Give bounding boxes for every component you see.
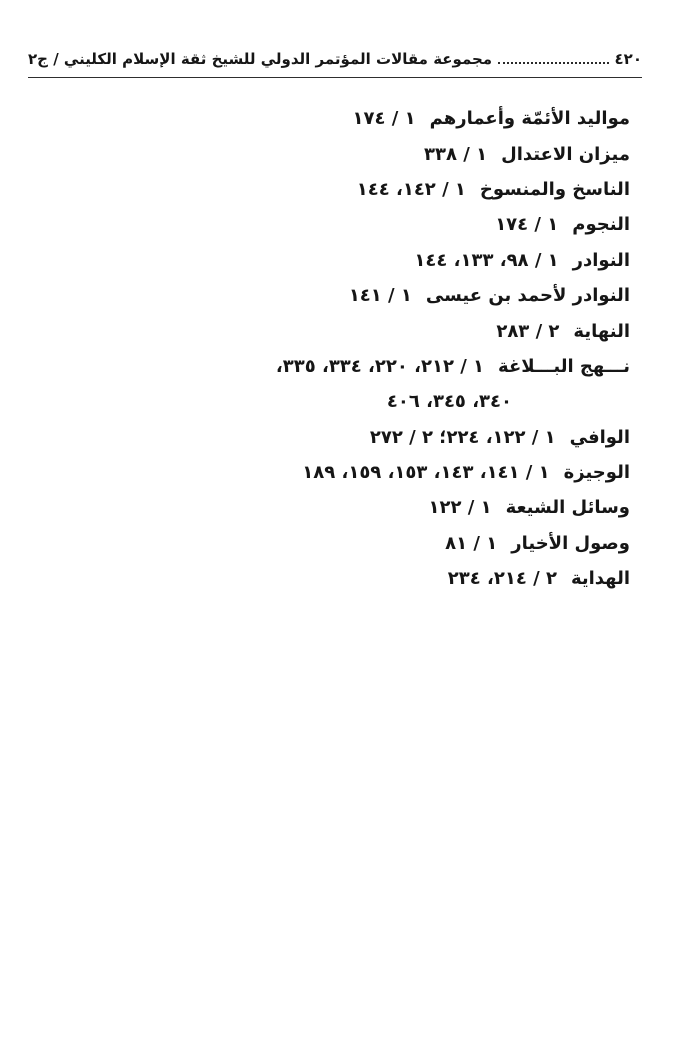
entry-title: نـــهج البـــلاغة <box>498 355 630 377</box>
index-entry <box>40 243 630 278</box>
index-entry <box>40 136 630 171</box>
entry-refs: ١ / ١٧٤ <box>352 108 416 130</box>
entry-refs: ١ / ٩٨، ١٣٣، ١٤٤ <box>414 249 559 271</box>
index-entry <box>40 172 630 207</box>
entry-refs: ١ / ١٤١، ١٤٣، ١٥٣، ١٥٩، ١٨٩ <box>302 462 550 484</box>
index-entry <box>40 490 630 525</box>
entry-title: النوادر <box>572 249 630 271</box>
entry-refs: ١ / ٢١٢، ٢٢٠، ٣٣٤، ٣٣٥، <box>275 355 485 377</box>
entry-refs: ١ / ٣٣٨ <box>424 143 488 165</box>
entry-title: وصول الأخيار <box>511 532 630 554</box>
page-number: ٤٢٠ <box>614 50 642 68</box>
entry-title: الوجيزة <box>563 462 630 484</box>
index-entry <box>40 455 630 490</box>
entry-refs: ٢ / ٢١٤، ٢٣٤ <box>447 568 557 590</box>
entry-refs: ١ / ١٤٢، ١٤٤ <box>356 178 466 200</box>
index-entry <box>40 101 630 136</box>
entry-refs: ١ / ١٧٤ <box>495 214 559 236</box>
entry-title: مواليد الأئمّة وأعمارهم <box>429 108 630 130</box>
entry-title: وسائل الشيعة <box>505 497 630 519</box>
entry-title: النوادر لأحمد بن عيسى <box>425 285 630 307</box>
index-list <box>40 101 630 596</box>
entry-title: الوافي <box>569 426 630 448</box>
index-entry <box>40 207 630 242</box>
page-header <box>28 0 642 78</box>
entry-refs: ١ / ٨١ <box>445 532 498 554</box>
entry-title: الناسخ والمنسوخ <box>479 178 630 200</box>
entry-title: النهاية <box>573 320 630 342</box>
index-entry <box>40 420 630 455</box>
index-entry <box>40 349 630 384</box>
index-entry <box>40 278 630 313</box>
running-title: مجموعة مقالات المؤتمر الدولي للشيخ ثقة الإسلام الكليني / ج٢ <box>28 50 493 68</box>
dotted-leader <box>498 62 608 64</box>
entry-refs: ١ / ١٢٢، ٢٢٤؛ ٢ / ٢٧٢ <box>369 426 556 448</box>
entry-refs: ١ / ١٢٢ <box>428 497 492 519</box>
index-entry <box>40 526 630 561</box>
index-entry-continuation <box>40 384 630 419</box>
entry-title: ميزان الاعتدال <box>501 143 630 165</box>
index-entry <box>40 561 630 596</box>
entry-refs: ٣٤٠، ٣٤٥، ٤٠٦ <box>386 391 512 413</box>
entry-title: الهداية <box>570 568 630 590</box>
index-entry <box>40 313 630 348</box>
entry-refs: ٢ / ٢٨٣ <box>496 320 560 342</box>
entry-refs: ١ / ١٤١ <box>348 285 412 307</box>
entry-title: النجوم <box>572 214 630 236</box>
